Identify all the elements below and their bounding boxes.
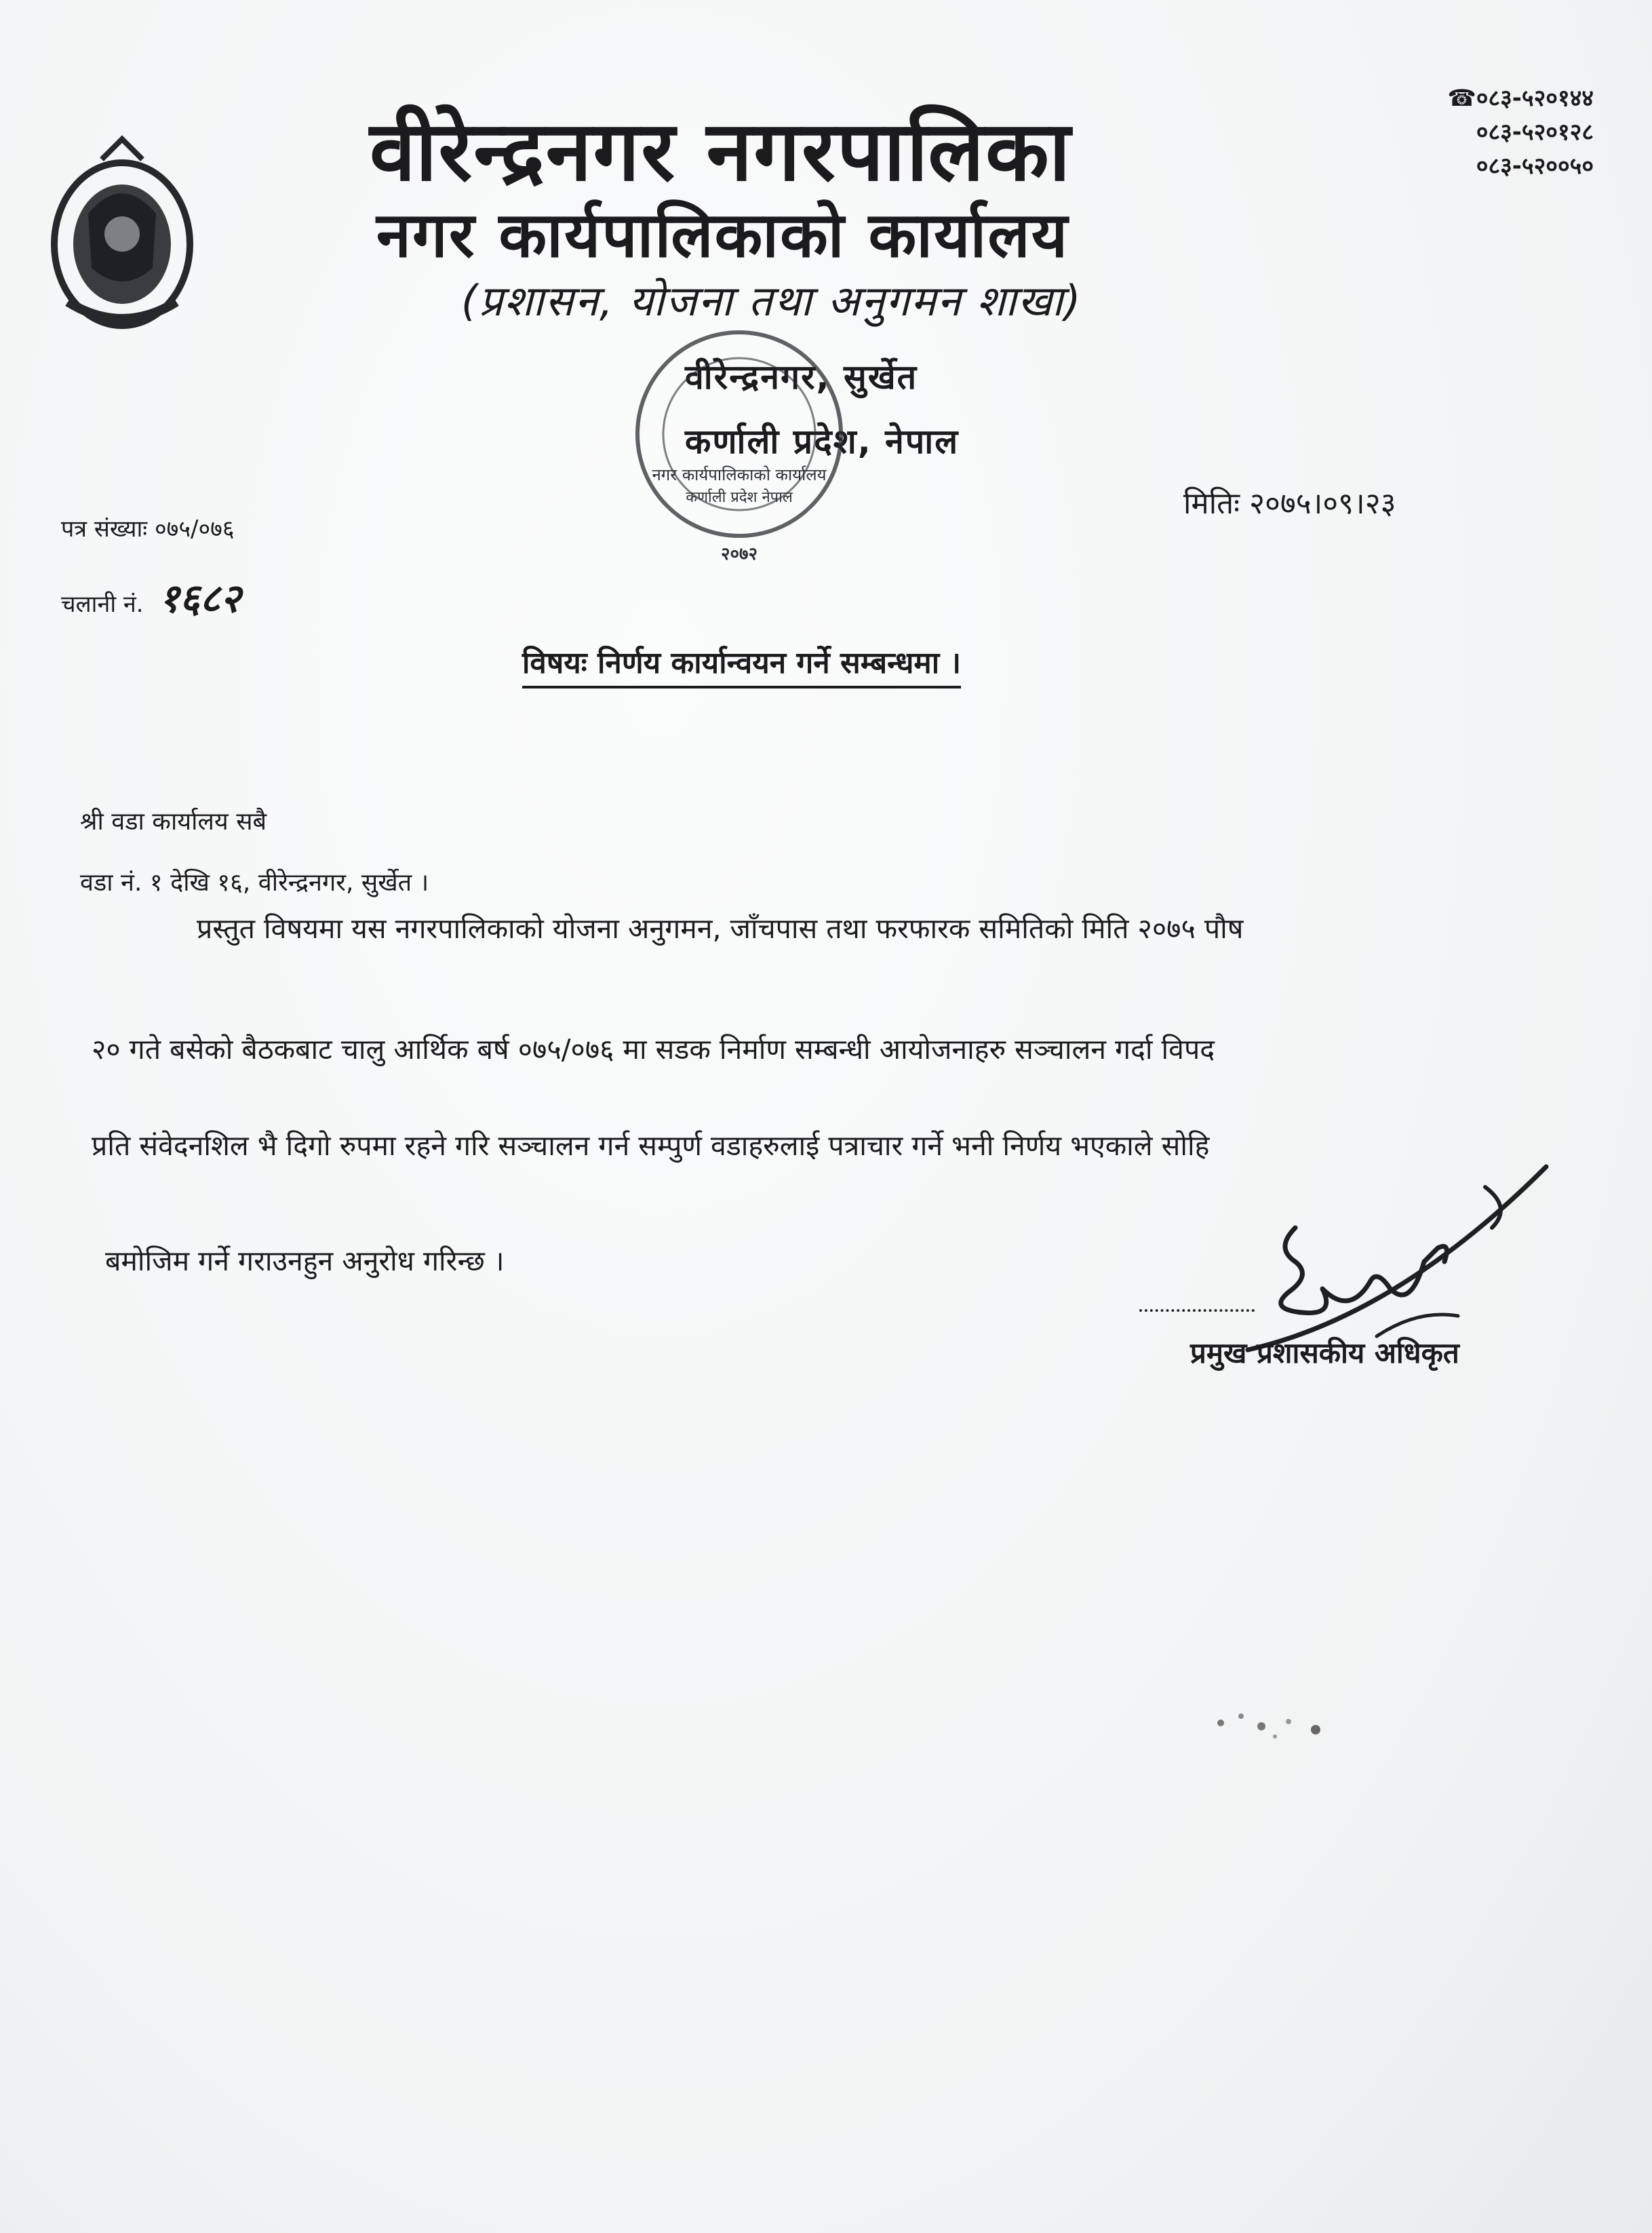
dispatch-number bbox=[61, 570, 241, 623]
letter-number-value: ०७५/०७६ bbox=[154, 516, 235, 543]
body-line-4: बमोजिम गर्ने गराउनहुन अनुरोध गरिन्छ । bbox=[105, 1245, 505, 1277]
date-label: मितिः bbox=[1183, 486, 1240, 521]
stamp-line-2: कर्णाली प्रदेश नेपाल bbox=[686, 489, 793, 506]
date-value: २०७५।०९।२३ bbox=[1249, 486, 1396, 521]
office-city: वीरेन्द्रनगर, सुर्खेत bbox=[685, 357, 918, 397]
section-name: (प्रशासन, योजना तथा अनुगमन शाखा) bbox=[461, 276, 1082, 326]
recipient-line-2: वडा नं. १ देखि १६, वीरेन्द्रनगर, सुर्खेत । bbox=[80, 869, 429, 897]
office-country: कर्णाली प्रदेश, नेपाल bbox=[685, 422, 960, 461]
body-line-1: प्रस्तुत विषयमा यस नगरपालिकाको योजना अनुगमन, जाँचपास तथा फरफारक समितिको मिति २०७५ पौष bbox=[197, 912, 1244, 945]
letter-date bbox=[1183, 482, 1396, 522]
recipient-line-1: श्री वडा कार्यालय सबै bbox=[80, 808, 267, 836]
signature-line bbox=[1139, 1309, 1255, 1312]
dispatch-number-label: चलानी नं. bbox=[61, 591, 144, 618]
phone-1: ☎०८३-५२०१४४ bbox=[1447, 85, 1594, 112]
nepal-emblem-icon bbox=[41, 132, 203, 343]
smudge-mark bbox=[1180, 1696, 1356, 1750]
phone-2: ०८३-५२०१२८ bbox=[1476, 119, 1594, 146]
letter-subject: विषयः निर्णय कार्यान्वयन गर्ने सम्बन्धमा । bbox=[522, 641, 961, 688]
phone-numbers bbox=[1447, 81, 1594, 183]
signatory-title: प्रमुख प्रशासकीय अधिकृत bbox=[1190, 1336, 1459, 1370]
body-line-2: २० गते बसेको बैठकबाट चालु आर्थिक बर्ष ०७५/०७६ मा सडक निर्माण सम्बन्धी आयोजनाहरु सञ्चालन गर्दा विपद bbox=[92, 1033, 1215, 1066]
office-subtitle: नगर कार्यपालिकाको कार्यालय bbox=[376, 199, 1069, 271]
stamp-line-1: नगर कार्यपालिकाको कार्यालय bbox=[652, 465, 827, 484]
phone-3: ०८३-५२००५० bbox=[1476, 153, 1594, 180]
dispatch-number-value: १६८२ bbox=[159, 575, 241, 621]
office-stamp bbox=[597, 298, 882, 583]
body-line-3: प्रति संवेदनशिल भै दिगो रुपमा रहने गरि सञ्चालन गर्न सम्पुर्ण वडाहरुलाई पत्राचार गर्ने भनी निर्णय भएकाले सोहि bbox=[92, 1129, 1210, 1162]
letter-number bbox=[61, 512, 235, 543]
letter-number-label: पत्र संख्याः bbox=[61, 516, 148, 543]
office-name: वीरेन्द्रनगर नगरपालिका bbox=[370, 103, 1072, 199]
stamp-year: २०७२ bbox=[720, 544, 758, 564]
